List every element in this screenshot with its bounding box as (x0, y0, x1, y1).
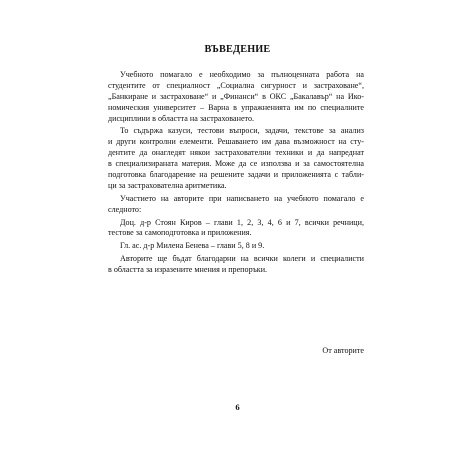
page-number: 6 (235, 402, 240, 412)
text-line: Доц. д-р Стоян Киров – глави 1, 2, 3, 4, 6 и 7, всички речници, (120, 217, 364, 227)
text-line: ци за застрахователна аритметика. (108, 180, 227, 190)
signature: От авторите (322, 346, 364, 355)
text-line: дисциплини в областта на застраховането. (108, 113, 255, 123)
paragraph-author-beneva (108, 241, 364, 252)
text-line: и други контролни елементи. Решаването им дава възможност на сту- (108, 137, 364, 147)
text-line: Авторите ще бъдат благодарни на всички колеги и специалисти (120, 254, 364, 264)
text-line: То съдържа казуси, тестови въпроси, задачи, текстове за анализ (120, 126, 364, 136)
text-line: „Банкиране и застраховане“ и „Финанси“ в ОКС „Бакалавър“ на Ико- (108, 91, 364, 101)
text-line: Учебното помагало е необходимо за пълноценната работа на (120, 70, 364, 79)
text-line: подготовка благодарение на решените задачи и приложенията с табли- (108, 170, 364, 180)
text-line: дентите да онагледят някои застрахователни техники и да напреднат (108, 148, 364, 158)
text-line: следното: (108, 204, 142, 214)
text-line: в специализираната материя. Може да се използва и за самостоятелна (108, 159, 364, 169)
text-line: студентите от специалност „Социална сигурност и застраховане“, (108, 80, 364, 90)
text-line: Гл. ас. д-р Милена Бенева – глави 5, 8 и 9. (120, 241, 265, 251)
text-line: Участието на авторите при написването на учебното помагало е (120, 193, 364, 203)
text-line: тестове за самоподготовка и приложения. (108, 228, 252, 238)
paragraph-contents (108, 126, 364, 191)
paragraph-authors-intro (108, 194, 364, 216)
text-line: в областта за изразените мнения и препоръки. (108, 265, 268, 275)
paragraph-intro (108, 70, 364, 124)
page-title: ВЪВЕДЕНИЕ (204, 44, 271, 55)
paragraph-acknowledgements (108, 254, 364, 276)
text-line: номическия университет – Варна в упражненията им по специалните (108, 102, 364, 112)
body-text (108, 70, 364, 276)
paragraph-author-kirov (108, 218, 364, 240)
